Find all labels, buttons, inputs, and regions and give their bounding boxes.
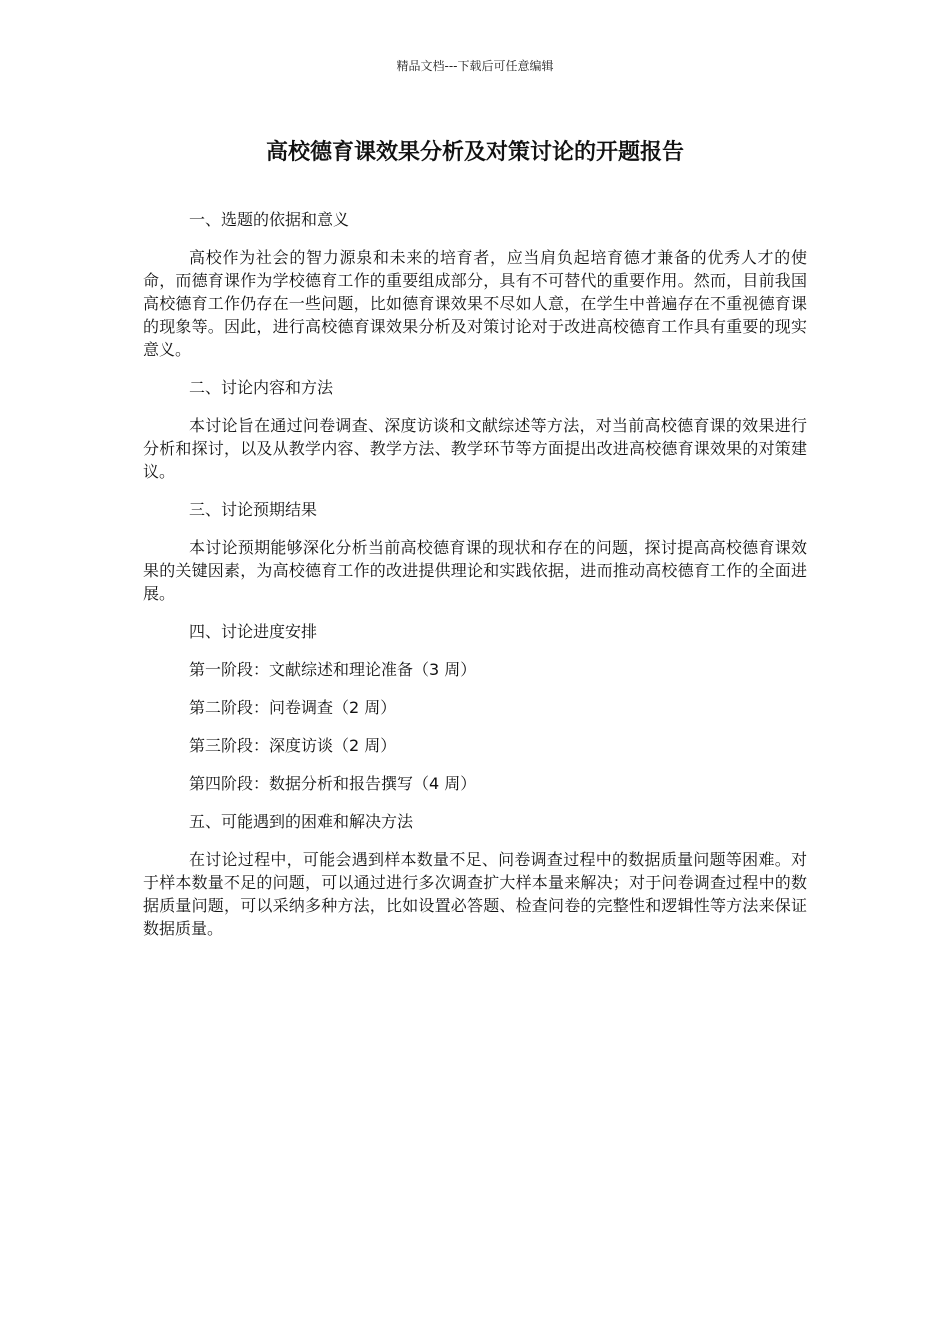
schedule-stage-2: 第二阶段：问卷调查（2 周） bbox=[189, 698, 397, 717]
section-paragraph-3: 本讨论预期能够深化分析当前高校德育课的现状和存在的问题，探讨提高高校德育课效果的关键因素，为高校德育工作的改进提供理论和实践依据，进而推动高校德育工作的全面进展。 bbox=[143, 538, 807, 603]
section-heading-2: 二、讨论内容和方法 bbox=[189, 378, 334, 397]
section-heading-3: 三、讨论预期结果 bbox=[189, 500, 318, 519]
header-note: 精品文档---下载后可任意编辑 bbox=[396, 59, 554, 73]
section-heading-4: 四、讨论进度安排 bbox=[189, 622, 318, 641]
section-heading-1: 一、选题的依据和意义 bbox=[189, 210, 350, 229]
section-heading-5: 五、可能遇到的困难和解决方法 bbox=[189, 812, 414, 831]
page-title: 高校德育课效果分析及对策讨论的开题报告 bbox=[265, 140, 684, 165]
section-paragraph-1: 高校作为社会的智力源泉和未来的培育者，应当肩负起培育德才兼备的优秀人才的使命，而德育课作为学校德育工作的重要组成部分，具有不可替代的重要作用。然而，目前我国高校德育工作仍存在一些问题，比如德育课效果不尽如人意，在学生中普遍存在不重视德育课的现象等。因此，进行高校德育课效果分析及对策讨论对于改进高校德育工作具有重要的现实意义。 bbox=[143, 248, 807, 359]
document-body bbox=[143, 208, 807, 955]
schedule-stage-1: 第一阶段：文献综述和理论准备（3 周） bbox=[189, 660, 477, 679]
section-paragraph-2: 本讨论旨在通过问卷调查、深度访谈和文献综述等方法，对当前高校德育课的效果进行分析和探讨，以及从教学内容、教学方法、教学环节等方面提出改进高校德育课效果的对策建议。 bbox=[143, 416, 807, 481]
section-paragraph-5: 在讨论过程中，可能会遇到样本数量不足、问卷调查过程中的数据质量问题等困难。对于样本数量不足的问题，可以通过进行多次调查扩大样本量来解决；对于问卷调查过程中的数据质量问题，可以采纳多种方法，比如设置必答题、检查问卷的完整性和逻辑性等方法来保证数据质量。 bbox=[143, 850, 807, 938]
schedule-stage-4: 第四阶段：数据分析和报告撰写（4 周） bbox=[189, 774, 477, 793]
schedule-stage-3: 第三阶段：深度访谈（2 周） bbox=[189, 736, 397, 755]
